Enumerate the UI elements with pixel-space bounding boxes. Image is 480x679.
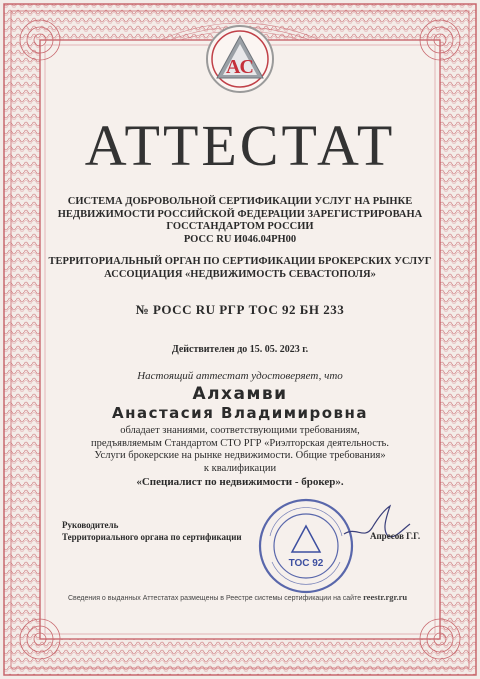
holder-name: Анастасия Владимировна: [111, 404, 368, 422]
system-line: НЕДВИЖИМОСТИ РОССИЙСКОЙ ФЕДЕРАЦИИ ЗАРЕГИСТРИРОВАНА: [57, 208, 423, 220]
holder-surname: Алхамви: [192, 384, 288, 404]
head-label-line: Руководитель: [62, 520, 119, 530]
head-name: Апресов Г.Г.: [370, 531, 421, 541]
svg-text:ТОС 92: ТОС 92: [288, 558, 324, 569]
system-line: ГОССТАНДАРТОМ РОССИИ: [166, 221, 314, 232]
statement-line: обладает знаниями, соответствующими требованиям,: [120, 425, 360, 436]
statement-line: Услуги брокерские на рынке недвижимости. Общие требования»: [94, 450, 386, 461]
head-label-line: Территориального органа по сертификации: [62, 532, 242, 542]
territorial-line: ТЕРРИТОРИАЛЬНЫЙ ОРГАН ПО СЕРТИФИКАЦИИ БРОКЕРСКИХ УСЛУГ: [48, 256, 432, 267]
territorial-body-block: [0, 256, 480, 281]
qualification-title: «Специалист по недвижимости - брокер».: [136, 476, 344, 488]
validity-date: Действителен до 15. 05. 2023 г.: [171, 344, 309, 355]
system-line: СИСТЕМА ДОБРОВОЛЬНОЙ СЕРТИФИКАЦИИ УСЛУГ НА РЫНКЕ: [67, 196, 413, 207]
territorial-line: АССОЦИАЦИЯ «НЕДВИЖИМОСТЬ СЕВАСТОПОЛЯ»: [104, 268, 376, 280]
certify-intro: Настоящий аттестат удостоверяет, что: [137, 370, 343, 382]
certificate-number: № РОСС RU РГР ТОС 92 БН 233: [135, 302, 345, 317]
system-line: РОСС RU И046.04РН00: [183, 233, 297, 245]
registry-site: reestr.rgr.ru: [363, 592, 408, 602]
head-signature-label: [62, 519, 242, 543]
certification-system-block: [0, 196, 480, 246]
qualification-statement: [0, 425, 480, 475]
association-logo-emblem: [205, 24, 275, 94]
registry-note: Сведения о выданных Аттестатах размещены в Реестре системы сертификации на сайте: [68, 595, 362, 602]
statement-line: предъявляемым Стандартом СТО РГР «Риэлторская деятельность.: [91, 437, 389, 449]
statement-line: к квалификации: [203, 462, 277, 474]
document-title: АТТЕСТАТ: [84, 113, 396, 178]
svg-text:АС: АС: [226, 56, 254, 78]
registry-footer: [68, 592, 407, 602]
